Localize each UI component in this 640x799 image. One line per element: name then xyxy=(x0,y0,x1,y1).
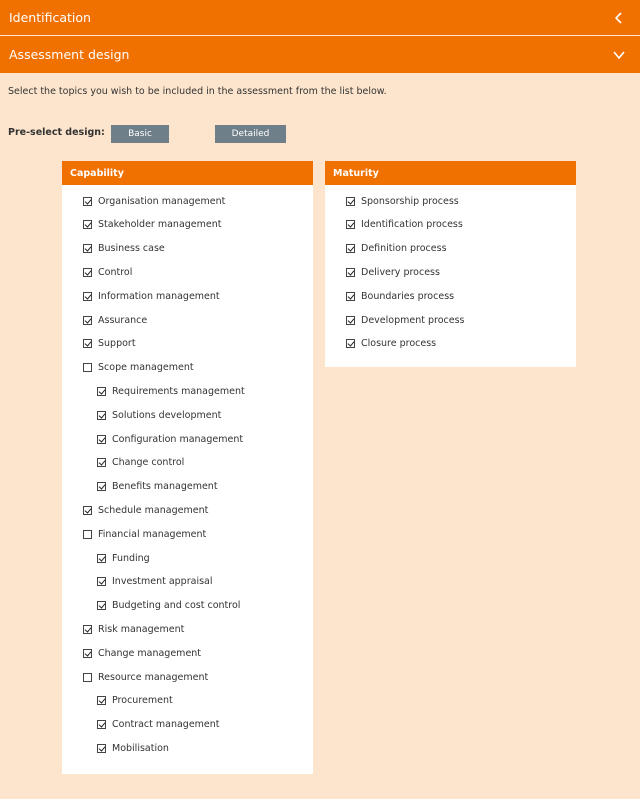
checkbox-label: Support xyxy=(98,338,136,350)
checkbox[interactable] xyxy=(346,268,355,277)
preselect-label: Pre-select design: xyxy=(8,127,105,138)
checkbox[interactable] xyxy=(97,482,106,491)
checkbox[interactable] xyxy=(346,292,355,301)
checkbox[interactable] xyxy=(83,363,92,372)
checkbox-item-budgeting-and-cost-control[interactable] xyxy=(97,599,240,613)
checkbox-label: Organisation management xyxy=(98,195,226,207)
checkbox-label: Change management xyxy=(98,647,202,659)
checkbox-label: Stakeholder management xyxy=(98,219,222,231)
checkbox[interactable] xyxy=(346,316,355,325)
checkbox-label: Identification process xyxy=(361,219,463,231)
checkbox[interactable] xyxy=(97,720,106,729)
checkbox-item-change-management[interactable] xyxy=(83,646,201,660)
checkbox[interactable] xyxy=(83,197,92,206)
checkbox-item-definition-process[interactable] xyxy=(346,242,447,256)
checkbox-item-schedule-management[interactable] xyxy=(83,503,208,517)
checkbox-item-development-process[interactable] xyxy=(346,313,464,327)
checkbox[interactable] xyxy=(97,458,106,467)
chevron-left-icon[interactable] xyxy=(612,11,626,25)
checkbox-label: Schedule management xyxy=(98,504,209,516)
capability-panel-title: Capability xyxy=(62,161,313,185)
checkbox[interactable] xyxy=(83,339,92,348)
checkbox-item-solutions-development[interactable] xyxy=(97,408,221,422)
checkbox-item-identification-process[interactable] xyxy=(346,218,463,232)
checkbox-label: Scope management xyxy=(98,362,194,374)
checkbox-item-sponsorship-process[interactable] xyxy=(346,194,459,208)
checkbox-label: Control xyxy=(98,266,133,278)
checkbox[interactable] xyxy=(83,530,92,539)
checkbox[interactable] xyxy=(346,197,355,206)
checkbox-item-contract-management[interactable] xyxy=(97,718,220,732)
checkbox[interactable] xyxy=(83,268,92,277)
checkbox-label: Solutions development xyxy=(112,409,222,421)
checkbox-item-information-management[interactable] xyxy=(83,289,220,303)
checkbox[interactable] xyxy=(346,220,355,229)
checkbox-item-assurance[interactable] xyxy=(83,313,147,327)
checkbox-label: Sponsorship process xyxy=(361,195,459,207)
checkbox-item-closure-process[interactable] xyxy=(346,337,436,351)
checkbox-label: Benefits management xyxy=(112,481,218,493)
section-identification-title: Identification xyxy=(9,10,91,25)
checkbox-item-boundaries-process[interactable] xyxy=(346,289,454,303)
checkbox-item-delivery-process[interactable] xyxy=(346,265,440,279)
checkbox[interactable] xyxy=(97,554,106,563)
checkbox-item-procurement[interactable] xyxy=(97,694,173,708)
checkbox-item-support[interactable] xyxy=(83,337,136,351)
checkbox[interactable] xyxy=(97,411,106,420)
checkbox[interactable] xyxy=(97,387,106,396)
checkbox[interactable] xyxy=(83,292,92,301)
checkbox-label: Budgeting and cost control xyxy=(112,600,241,612)
checkbox-label: Boundaries process xyxy=(361,290,455,302)
checkbox-item-investment-appraisal[interactable] xyxy=(97,575,213,589)
checkbox[interactable] xyxy=(83,673,92,682)
checkbox[interactable] xyxy=(83,625,92,634)
basic-button[interactable]: Basic xyxy=(111,125,169,143)
checkbox-label: Financial management xyxy=(98,528,207,540)
checkbox-item-funding[interactable] xyxy=(97,551,150,565)
detailed-button[interactable]: Detailed xyxy=(215,125,286,143)
checkbox[interactable] xyxy=(97,696,106,705)
checkbox-item-control[interactable] xyxy=(83,265,132,279)
maturity-panel-title: Maturity xyxy=(325,161,576,185)
checkbox-label: Closure process xyxy=(361,338,437,350)
checkbox-label: Configuration management xyxy=(112,433,244,445)
checkbox[interactable] xyxy=(97,577,106,586)
checkbox-label: Resource management xyxy=(98,671,209,683)
checkbox-label: Risk management xyxy=(98,623,185,635)
checkbox-item-resource-management[interactable] xyxy=(83,670,208,684)
section-identification-header[interactable] xyxy=(0,0,640,35)
maturity-panel xyxy=(325,161,576,367)
section-assessment-design-title: Assessment design xyxy=(9,47,130,62)
checkbox[interactable] xyxy=(83,244,92,253)
checkbox-label: Funding xyxy=(112,552,150,564)
checkbox-item-requirements-management[interactable] xyxy=(97,384,245,398)
capability-panel xyxy=(62,161,313,774)
checkbox[interactable] xyxy=(83,649,92,658)
checkbox-label: Investment appraisal xyxy=(112,576,213,588)
checkbox-item-benefits-management[interactable] xyxy=(97,480,218,494)
checkbox[interactable] xyxy=(97,601,106,610)
checkbox-item-configuration-management[interactable] xyxy=(97,432,243,446)
section-assessment-design-header[interactable] xyxy=(0,36,640,73)
checkbox-item-stakeholder-management[interactable] xyxy=(83,218,222,232)
checkbox[interactable] xyxy=(83,316,92,325)
checkbox[interactable] xyxy=(346,244,355,253)
checkbox-item-scope-management[interactable] xyxy=(83,361,194,375)
instructions-text: Select the topics you wish to be included in the assessment from the list below. xyxy=(8,86,387,97)
checkbox-item-risk-management[interactable] xyxy=(83,622,184,636)
checkbox-label: Development process xyxy=(361,314,465,326)
checkbox-label: Assurance xyxy=(98,314,148,326)
checkbox-item-business-case[interactable] xyxy=(83,242,165,256)
checkbox-label: Delivery process xyxy=(361,266,440,278)
checkbox[interactable] xyxy=(97,744,106,753)
checkbox-label: Information management xyxy=(98,290,220,302)
checkbox-label: Mobilisation xyxy=(112,742,169,754)
checkbox-item-organisation-management[interactable] xyxy=(83,194,225,208)
chevron-down-icon[interactable] xyxy=(612,48,626,62)
checkbox-label: Definition process xyxy=(361,243,447,255)
checkbox-item-change-control[interactable] xyxy=(97,456,184,470)
checkbox-item-mobilisation[interactable] xyxy=(97,741,169,755)
checkbox-label: Requirements management xyxy=(112,385,245,397)
checkbox-label: Change control xyxy=(112,457,185,469)
checkbox-item-financial-management[interactable] xyxy=(83,527,206,541)
checkbox[interactable] xyxy=(97,435,106,444)
checkbox-label: Contract management xyxy=(112,719,220,731)
checkbox[interactable] xyxy=(83,506,92,515)
checkbox[interactable] xyxy=(346,339,355,348)
checkbox-label: Procurement xyxy=(112,695,173,707)
checkbox[interactable] xyxy=(83,220,92,229)
checkbox-label: Business case xyxy=(98,243,165,255)
